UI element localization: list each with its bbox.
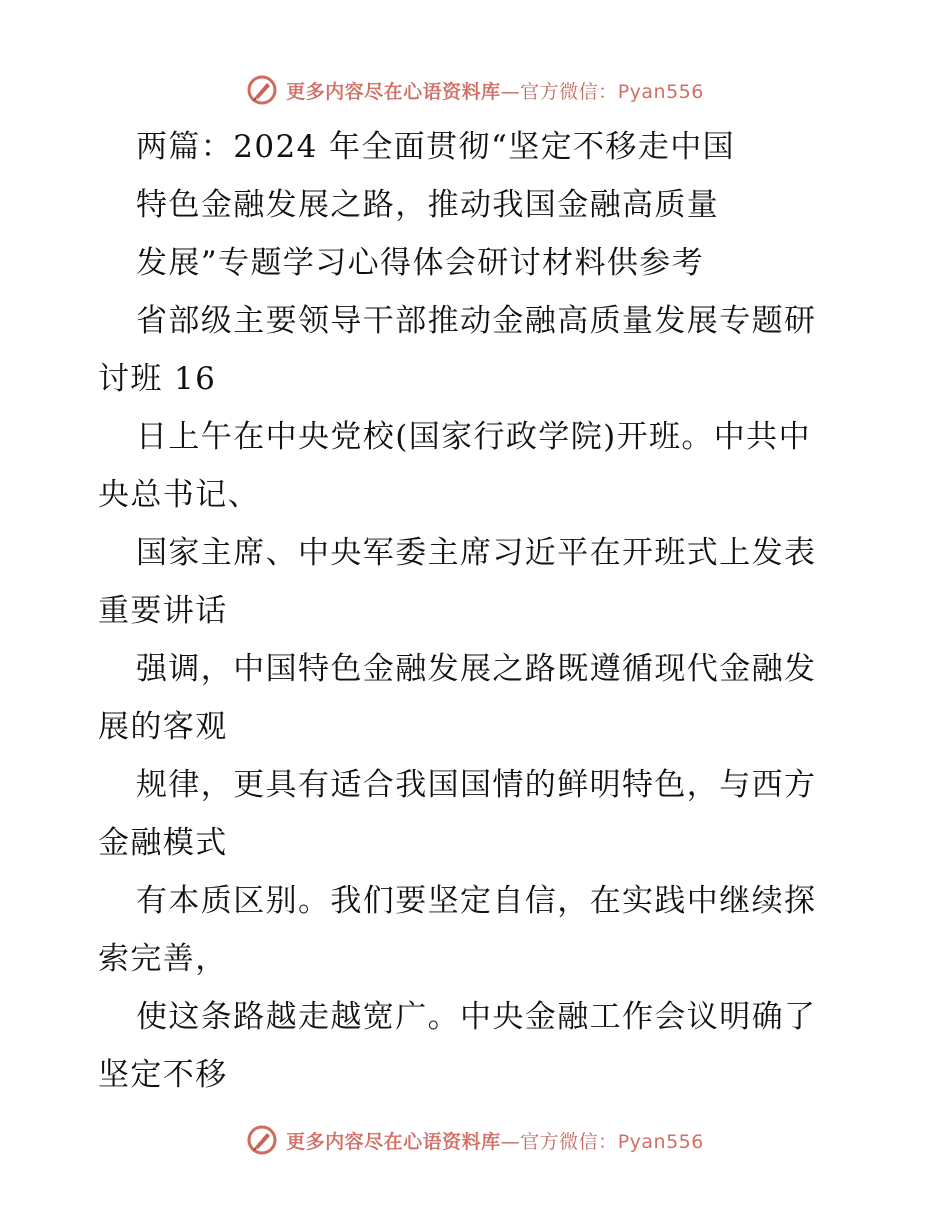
- paragraph-line: 金融模式: [98, 825, 228, 861]
- header-watermark: [0, 72, 950, 108]
- paragraph-line: 展的客观: [98, 709, 228, 745]
- watermark-dash: —: [500, 80, 521, 103]
- watermark-label: 官方微信：: [520, 1130, 618, 1153]
- pen-feather-logo-icon: [246, 1124, 278, 1156]
- paragraph-line: 有本质区别。我们要坚定自信，在实践中继续探: [136, 883, 817, 919]
- watermark-brand: 更多内容尽在心语资料库: [286, 1130, 501, 1153]
- paragraph-line: 坚定不移: [98, 1057, 228, 1093]
- watermark-wechat-id: Pyan556: [617, 1130, 704, 1153]
- watermark-label: 官方微信：: [520, 80, 618, 103]
- watermark-wechat-id: Pyan556: [617, 80, 704, 103]
- paragraph-line: 央总书记、: [98, 477, 260, 513]
- watermark-brand: 更多内容尽在心语资料库: [286, 80, 501, 103]
- watermark-text: [286, 77, 704, 104]
- paragraph-line: 国家主席、中央军委主席习近平在开班式上发表: [136, 535, 817, 571]
- paragraph-line: 强调，中国特色金融发展之路既遵循现代金融发: [136, 651, 817, 687]
- paragraph-line: 重要讲话: [98, 593, 228, 629]
- title-line: 特色金融发展之路，推动我国金融高质量: [136, 187, 720, 223]
- title-line: 两篇：2024 年全面贯彻“坚定不移走中国: [136, 129, 735, 165]
- pen-feather-logo-icon: [246, 74, 278, 106]
- paragraph-line: 使这条路越走越宽广。中央金融工作会议明确了: [136, 999, 817, 1035]
- paragraph-line: 省部级主要领导干部推动金融高质量发展专题研: [136, 303, 817, 339]
- paragraph-line: 规律，更具有适合我国国情的鲜明特色，与西方: [136, 767, 817, 803]
- watermark-text: [286, 1127, 704, 1154]
- title-line: 发展”专题学习心得体会研讨材料供参考: [136, 245, 705, 281]
- paragraph-line: 索完善，: [98, 941, 228, 977]
- paragraph-line: 日上午在中央党校(国家行政学院)开班。中共中: [136, 419, 811, 455]
- paragraph-line: 讨班 16: [98, 361, 217, 397]
- watermark-dash: —: [500, 1130, 521, 1153]
- document-body: [98, 118, 858, 1104]
- footer-watermark: [0, 1122, 950, 1158]
